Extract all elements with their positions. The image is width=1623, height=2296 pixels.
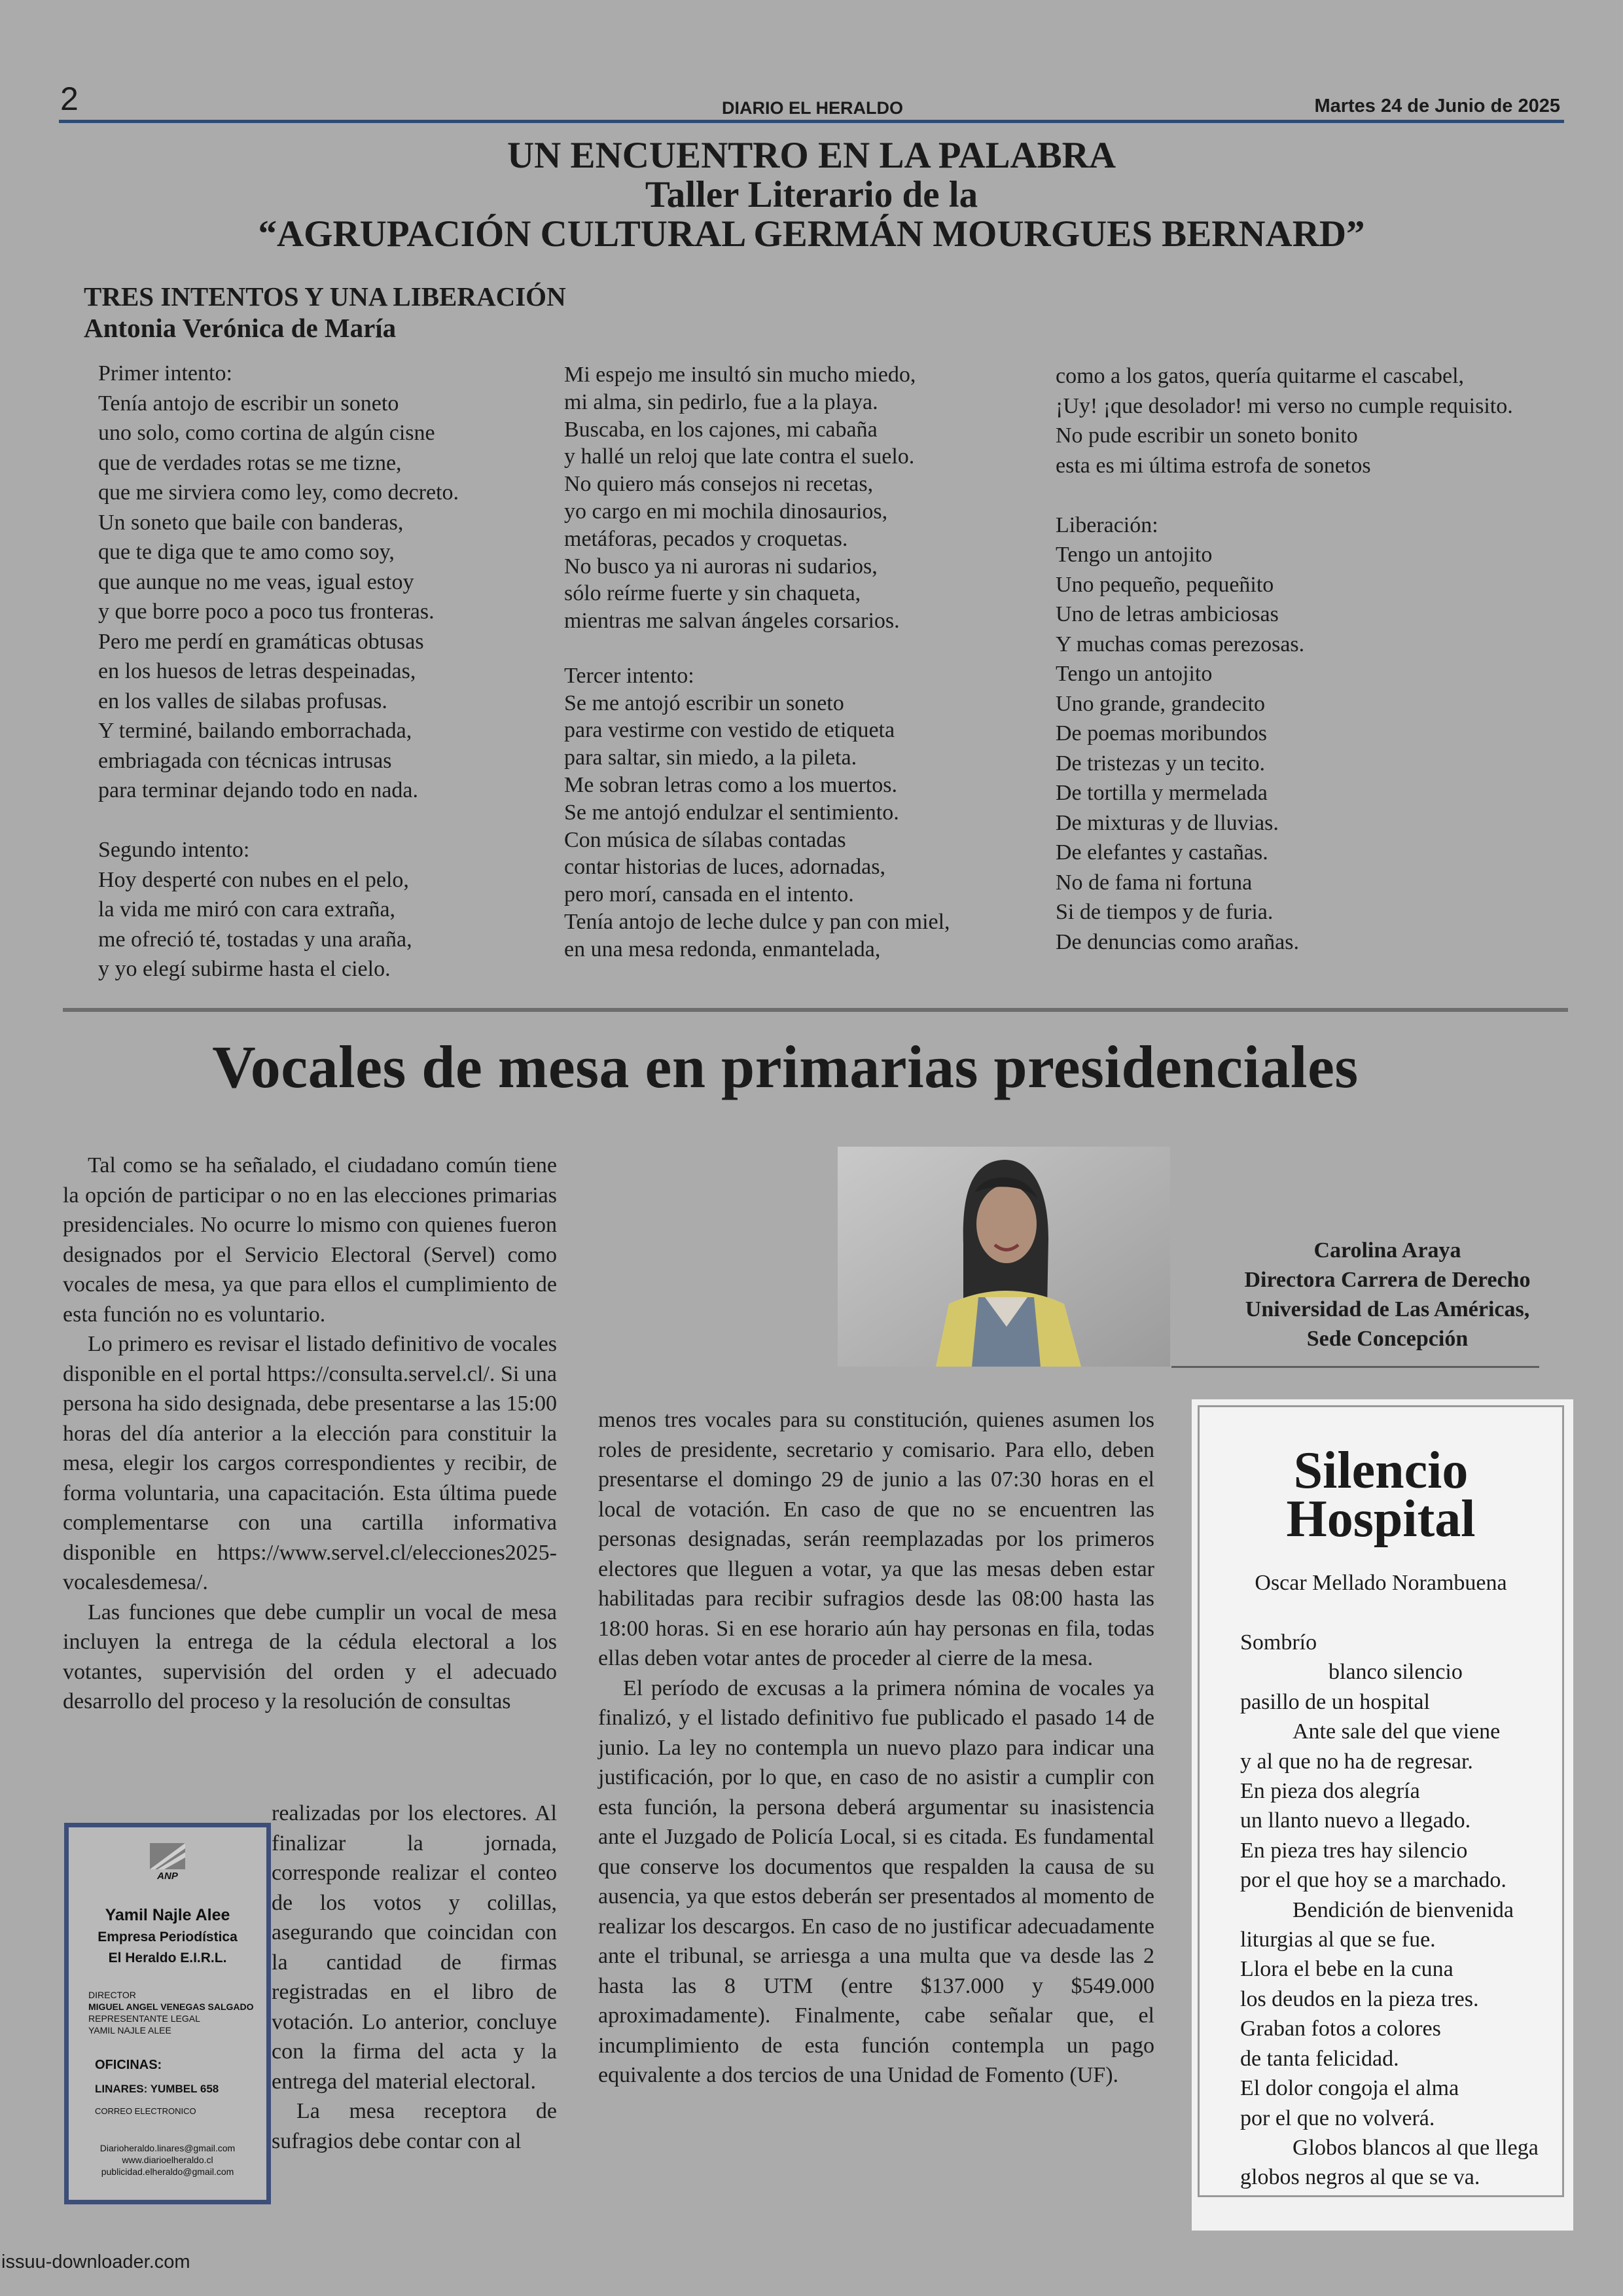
masthead-ads-email: publicidad.elheraldo@gmail.com <box>101 2166 234 2177</box>
masthead-legal-name: YAMIL NAJLE ALEE <box>88 2025 171 2036</box>
section-divider <box>63 1008 1568 1012</box>
article-headline: Vocales de mesa en primarias presidenciales <box>212 1033 1359 1100</box>
caption-rule <box>1171 1366 1539 1368</box>
masthead-director-name: MIGUEL ANGEL VENEGAS SALGADO <box>88 2001 254 2012</box>
anp-logo-text: ANP <box>157 1871 178 1882</box>
masthead-company: Empresa Periodística <box>98 1929 238 1945</box>
poem-line: por el que no volverá. <box>1240 2106 1435 2130</box>
masthead-offices: LINARES: YUMBEL 658 <box>95 2083 219 2095</box>
masthead-owner: Yamil Najle Alee <box>105 1906 230 1924</box>
author-photo <box>838 1147 1170 1367</box>
sidebar-poem <box>1240 1628 1567 2193</box>
poem-line: Llora el bebe en la cuna <box>1240 1957 1454 1982</box>
poem-column-2: Mi espejo me insultó sin mucho miedo, mi alma, sin pedirlo, fue a la playa. Buscaba, en los cajones, mi cabaña y hallé un reloj que late contra el suelo. No quiero más consejos ni recetas, yo cargo en mi mochila dinosaurios, metáforas, pecados y croquetas. No busco ya ni auroras ni sudarios, sólo reírme fuerte y sin chaqueta, mientras me salvan ángeles corsarios. Tercer intento: Se me antojó escribir un soneto para vestirme con vestido de etiqueta para saltar, sin miedo, a la pileta. Me sobran letras como a los muertos. Se me antojó endulzar el sentimiento. Con música de sílabas contadas contar historias de luces, adornadas, pero morí, cansada en el intento. Tenía antojo de leche dulce y pan con miel, en una mesa redonda, enmantelada, <box>564 363 950 961</box>
masthead-company-name: El Heraldo E.I.R.L. <box>108 1950 227 1965</box>
poem-line: Ante sale del que viene <box>1293 1719 1501 1744</box>
poem-title: TRES INTENTOS Y UNA LIBERACIÓN <box>84 281 566 312</box>
literary-heading-line2: Taller Literario de la <box>645 174 978 215</box>
masthead-offices-label: OFICINAS: <box>95 2058 162 2072</box>
article-paragraph: Las funciones que debe cumplir un vocal de mesa incluyen la entrega de la cédula electoral a los votantes, supervisión del orden y el adecuado desarrollo del proceso y la resolución de consultas <box>63 1600 557 1713</box>
poem-line: blanco silencio <box>1329 1660 1463 1685</box>
header-rule <box>59 120 1564 123</box>
author-portrait-image <box>838 1147 1170 1367</box>
poem-column-3: como a los gatos, quería quitarme el cascabel, ¡Uy! ¡que desolador! mi verso no cumple requisito. No pude escribir un soneto bonito esta es mi última estrofa de sonetos Liberación: Tengo un antojito Uno pequeño, pequeñito Uno de letras ambiciosas Y muchas comas perezosas. Tengo un antojito Uno grande, grandecito De poemas moribundos De tristezas y un tecito. De tortilla y mermelada De mixturas y de lluvias. De elefantes y castañas. No de fama ni fortuna Si de tiempos y de furia. De denuncias como arañas. <box>1056 364 1513 954</box>
issue-date: Martes 24 de Junio de 2025 <box>1314 96 1560 117</box>
page-number: 2 <box>60 81 79 117</box>
author-caption <box>1230 1236 1544 1354</box>
poem-column-1: Primer intento: Tenía antojo de escribir un soneto uno solo, como cortina de algún cisne que de verdades rotas se me tizne, que me sirviera como ley, como decreto. Un soneto que baile con banderas, que te diga que te amo como soy, que aunque no me veas, igual estoy y que borre poco a poco tus fronteras. Pero me perdí en gramáticas obtusas en los huesos de letras despeinadas, en los valles de silabas profusas. Y terminé, bailando emborrachada, embriagada con técnicas intrusas para terminar dejando todo en nada. Segundo intento: Hoy desperté con nubes en el pelo, la vida me miró con cara extraña, me ofreció té, tostadas y una araña, y yo elegí subirme hasta el cielo. <box>98 361 459 981</box>
article-column-2 <box>598 1405 1154 2090</box>
poem-line: de tanta felicidad. <box>1240 2046 1399 2071</box>
poem-line: Bendición de bienvenida <box>1293 1897 1514 1922</box>
article-paragraph: Lo primero es revisar el listado definitivo de vocales disponible en el portal https://consulta.servel.cl/. Si una persona ha sido designada, debe presentarse a las 15:00 horas del día anterior a la elección para constituir la mesa, elegir los cargos correspondientes y recibir, de forma voluntaria, una capacitación. Esta última puede complementarse con una cartilla informativa disponible en https://www.servel.cl/elecciones2025-vocalesdemesa/. <box>63 1332 557 1594</box>
sidebar-title-line2: Hospital <box>1286 1490 1476 1548</box>
masthead-box <box>64 1823 271 2204</box>
poem-line: globos negros al que se va. <box>1240 2165 1480 2190</box>
masthead-email: Diarioheraldo.linares@gmail.com <box>99 2143 236 2153</box>
poem-line: Sombrío <box>1240 1630 1317 1655</box>
article-paragraph: realizadas por los electores. Al finalizar la jornada, corresponde realizar el conteo de los votos y colillas, asegurando que coincidan con la cantidad de firmas registradas en el libro de votación. Lo anterior, concluye con la firma del acta y la entrega del material electoral. <box>272 1801 557 2094</box>
literary-heading-line3: “AGRUPACIÓN CULTURAL GERMÁN MOURGUES BERNARD” <box>258 213 1365 255</box>
poem-line: En pieza tres hay silencio <box>1240 1838 1468 1863</box>
article-column-1-wrap <box>272 1799 557 2156</box>
author-campus: Sede Concepción <box>1306 1327 1469 1351</box>
poem-line: y al que no ha de regresar. <box>1240 1749 1473 1774</box>
poem-line: un llanto nuevo a llegado. <box>1240 1808 1471 1833</box>
poem-line: El dolor congoja el alma <box>1240 2076 1459 2101</box>
article-paragraph: menos tres vocales para su constitución, quienes asumen los roles de presidente, secretario y comisario. Para ello, deben presentarse el domingo 29 de junio a las 07:30 horas en el local de votación. En caso de que no se encuentren las personas designadas, serán reemplazadas por los primeros electores que lleguen a votar, ya que las mesas deben estar habilitadas para recibir sufragios desde las 08:00 hasta las 18:00 horas. Si en ese horario aún hay personas en fila, todas ellas deben votar antes de proceder al cierre de la mesa. <box>598 1408 1154 1670</box>
masthead-email-label: CORREO ELECTRONICO <box>95 2106 196 2116</box>
article-paragraph: Tal como se ha señalado, el ciudadano común tiene la opción de participar o no en las elecciones primarias presidenciales. No ocurre lo mismo con quienes fueron designados por el Servicio Electoral (Servel) como vocales de mesa, ya que para ellos el cumplimiento de esta función no es voluntario. <box>63 1153 557 1327</box>
literary-section-heading <box>92 136 1531 254</box>
poem-line: Graban fotos a colores <box>1240 2017 1441 2041</box>
article-paragraph: El período de excusas a la primera nómina de vocales ya finalizó, y el listado definitivo fue publicado el pasado 14 de junio. La ley no contempla un nuevo plazo para indicar una justificación, por lo que, en caso de no asistir a cumplir con esta función, la persona deberá argumentar su inasistencia ante el Juzgado de Policía Local, si es citada. Es fundamental que conserve los documentos que respalden la causa de su ausencia, ya que estos deberán ser presentados al momento de realizar los descargos. En caso de no justificar adecuadamente ante el tribunal, se arriesga a una multa que va desde las 2 hasta las 8 UTM (entre $137.000 y $549.000 aproximadamente). Finalmente, cabe señalar que, el incumplimiento de esta función contempla un pago equivalente a dos tercios de una Unidad de Fomento (UF). <box>598 1676 1154 2087</box>
poem-line: liturgias al que se fue. <box>1240 1928 1436 1952</box>
sidebar-author: Oscar Mellado Norambuena <box>1255 1571 1507 1595</box>
poem-line: Globos blancos al que llega <box>1293 2135 1539 2160</box>
article-paragraph: La mesa receptora de sufragios debe contar con al <box>272 2099 557 2153</box>
author-institution: Universidad de Las Américas, <box>1245 1297 1530 1321</box>
poem-author: Antonia Verónica de María <box>84 313 397 343</box>
watermark: issuu-downloader.com <box>1 2251 190 2272</box>
poem-line: pasillo de un hospital <box>1240 1689 1430 1714</box>
sidebar-title <box>1198 1442 1564 1548</box>
author-role: Directora Carrera de Derecho <box>1244 1268 1531 1292</box>
article-column-1 <box>63 1151 557 1717</box>
newspaper-name: DIARIO EL HERALDO <box>722 98 904 118</box>
masthead-director-label: DIRECTOR <box>88 1990 136 2000</box>
masthead-legal-label: REPRESENTANTE LEGAL <box>88 2013 200 2024</box>
author-name: Carolina Araya <box>1313 1238 1461 1263</box>
poem-line: los deudos en la pieza tres. <box>1240 1986 1479 2011</box>
literary-heading-line1: UN ENCUENTRO EN LA PALABRA <box>507 135 1116 176</box>
sidebar-title-line1: Silencio <box>1293 1442 1469 1499</box>
poem-line: por el que hoy se a marchado. <box>1240 1868 1507 1893</box>
masthead-website: www.diarioelheraldo.cl <box>122 2155 213 2165</box>
poem-line: En pieza dos alegría <box>1240 1779 1420 1804</box>
